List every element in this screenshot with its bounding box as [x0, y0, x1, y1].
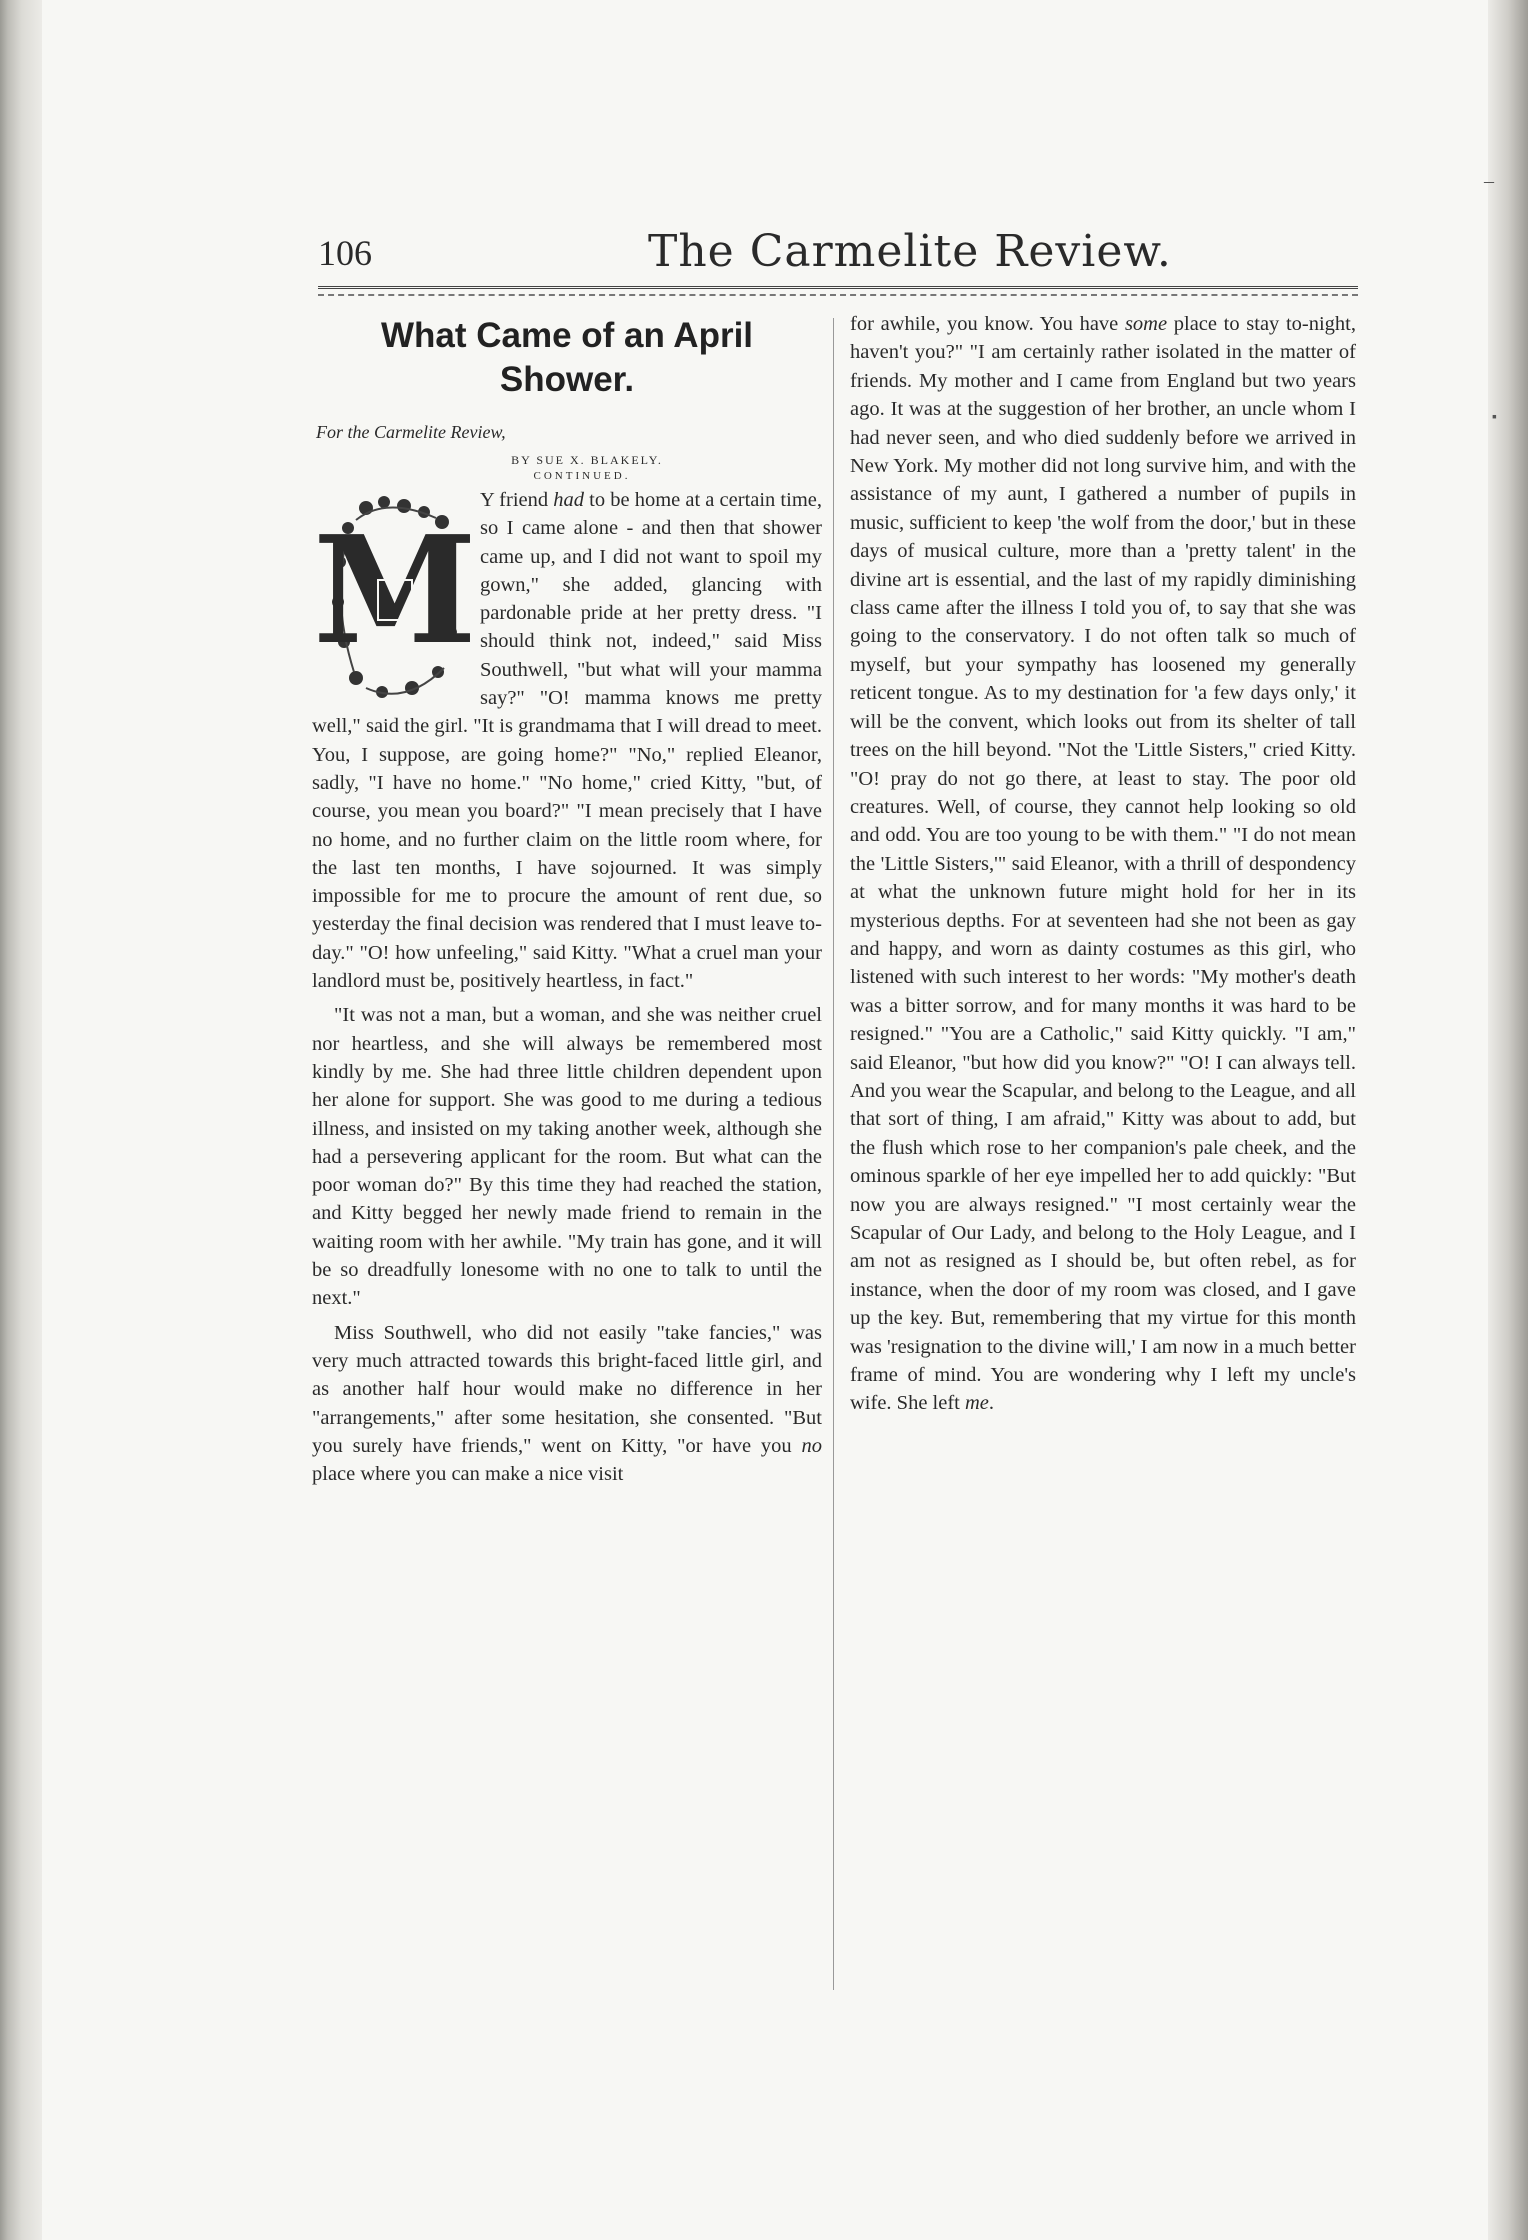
paragraph-text: Y friend — [480, 489, 554, 511]
left-page-edge — [0, 0, 42, 2240]
continued-label: CONTINUED. — [533, 470, 631, 482]
page-header — [318, 226, 1358, 282]
margin-mark: ▪ — [1492, 410, 1497, 425]
paragraph-text: place where you can make a nice visit — [312, 1463, 624, 1486]
emphasis: had — [553, 489, 585, 511]
column-divider — [833, 318, 834, 1990]
paragraph-text: to be home at a certain time, so I came alone - and then that shower came up, and I did not want to spoil my gown," she added, glancing with pardonable pride at her pretty dress. "I should think not, indeed," said Miss Southwell, "but what will your mamma say?" "O! mamma knows me pretty well," said the girl. "It is grandmama that I will dread to meet. You, I suppose, are going home?" "No," replied Eleanor, sadly, "I have no home." "No home," cried Kitty, "but, of course, you mean you board?" "I mean precisely that I have no home, and no further claim on the little room where, for the last ten months, I have sojourned. It was simply impossible for me to procure the amount of rent due, so yesterday the final decision was rendered that I must leave to-day." "O! how unfeeling," said Kitty. "What a cruel man your landlord must be, positively heartless, in fact." — [312, 489, 822, 993]
dropcap-ornament — [313, 492, 477, 708]
paragraph-text: for awhile, you know. You have — [850, 313, 1125, 335]
emphasis: some — [1124, 313, 1168, 335]
paragraph — [312, 486, 822, 995]
svg-text:M: M — [313, 503, 477, 677]
paragraph — [850, 310, 1356, 1418]
left-column — [312, 300, 822, 1990]
byline-author: BY SUE X. BLAKELY. — [511, 453, 663, 467]
article-title: What Came of an April Shower. — [380, 316, 754, 399]
header-rule — [318, 286, 1358, 296]
paragraph-text: place to stay to-night, haven't you?" "I am certainly rather isolated in the matter of friends. My mother and I came from England but two years ago. It was at the suggestion of her brother, an uncle whom I had never seen, and who died suddenly before we arrived in New York. My mother did not long survive him, and with the assistance of my aunt, I gathered a number of pupils in music, sufficient to keep 'the wolf from the door,' but in these days of musical culture, more than a 'pretty talent' in the divine art is essential, and the last of my rapidly diminishing class came after the illness I told you of, to say that she was going to the conservatory. I do not often talk so much of myself, but your sympathy has loosened my generally reticent tongue. As to my destination for 'a few days only,' it will be the convent, which looks out from its shelter of tall trees on the hill beyond. "Not the 'Little Sisters," cried Kitty. "O! pray do not go there, at least to stay. The poor old creatures. Well, of course, they cannot help looking so old and odd. You are too young to be with them." "I do not mean the 'Little Sisters,'" said Eleanor, with a thrill of despondency at what the unknown future might hold for her in its mysterious depths. For at seventeen had she not been as gay and happy, and worn as dainty costumes as this girl, who listened with such interest to her words: "My mother's death was a bitter sorrow, and for many months it was hard to be resigned." "You are a Catholic," said Kitty quickly. "I am," said Eleanor, "but how did you know?" "O! I can always tell. And you wear the Scapular, and belong to the League, and all that sort of thing, I am afraid," Kitty was about to add, but the flush which rose to her companion's pale cheek, and the ominous sparkle of her eye impelled her to add quickly: "But now you are always resigned." "I most certainly wear the Scapular of Our Lady, and belong to the Holy League, and I am not as resigned as I should be, but often rebel, as for instance, when the door of my room was closed, and I gave up the key. But, remembering that my virtue for this month was 'resignation to the divine will,' I am now in a much better frame of mind. You are wondering why I left my uncle's wife. She left — [850, 313, 1356, 1415]
emphasis: no — [801, 1434, 822, 1457]
right-column — [850, 310, 1356, 1990]
emphasis: me — [965, 1392, 989, 1415]
byline-for: For the Carmelite Review, — [316, 422, 506, 442]
paragraph-text: Miss Southwell, who did not easily "take fancies," was very much attracted towards this bright-faced little girl, and as another half hour would make no difference in her "arrangements," after some hesitation, she consented. "But you surely have friends," went on Kitty, "or have you — [312, 1321, 822, 1457]
running-title: The Carmelite Review. — [648, 226, 1172, 277]
paragraph-text: . — [988, 1392, 995, 1415]
page-number: 106 — [318, 233, 372, 273]
right-page-edge — [1488, 0, 1528, 2240]
margin-mark: – — [1484, 170, 1494, 192]
paragraph — [312, 1319, 822, 1489]
paragraph: "It was not a man, but a woman, and she was neither cruel nor heartless, and she will always be remembered most kindly by me. She had three little children dependent upon her alone for support. She was good to me during a tedious illness, and insisted on my taking another week, although she had a persevering applicant for the room. But what can the poor woman do?" By this time they had reached the station, and Kitty begged her newly made friend to remain in the waiting room with her awhile. "My train has gone, and it will be so dreadfully lonesome with no one to talk to until the next." — [312, 1004, 822, 1310]
